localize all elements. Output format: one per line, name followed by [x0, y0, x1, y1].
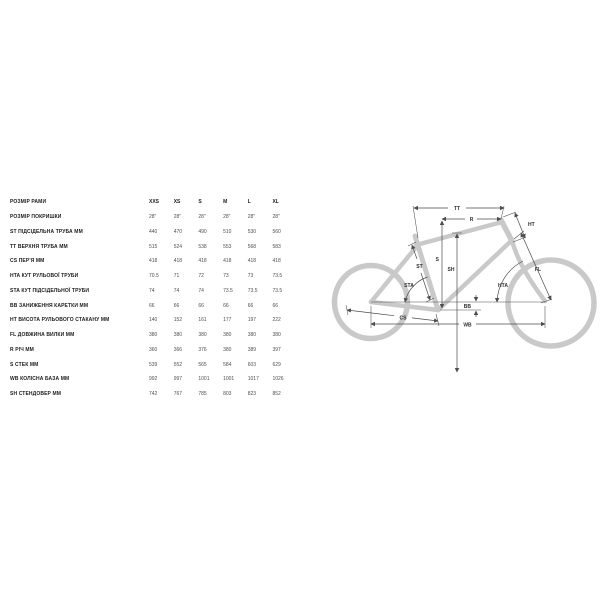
row-label: HTA КУТ РУЛЬОВОЇ ТРУБИ [10, 273, 79, 280]
bike-frame [371, 220, 545, 310]
value-cell: 161 [198, 317, 207, 324]
value-cell: 380 [173, 332, 183, 339]
value-cell: 515 [149, 243, 158, 250]
geometry-table [10, 195, 298, 402]
value-cell: 66 [173, 302, 180, 309]
sh-label: SH [447, 267, 455, 273]
s-label: S [435, 257, 439, 263]
value-cell: 418 [272, 258, 281, 265]
value-cell: 418 [173, 258, 183, 265]
value-cell: 992 [149, 376, 158, 383]
dimension-lines [346, 206, 552, 372]
value-cell: 376 [198, 346, 207, 353]
value-cell: 470 [173, 228, 183, 235]
value-cell: 73.5 [272, 273, 283, 280]
value-cell: 140 [149, 317, 158, 324]
value-cell: 380 [247, 332, 257, 339]
value-cell: 73.5 [247, 287, 258, 294]
value-cell: 785 [198, 391, 207, 398]
hta-label: HTA [498, 283, 508, 289]
table-row [10, 343, 298, 358]
table-row [10, 254, 298, 269]
row-label: HT ВИСОТА РУЛЬОВОГО СТАКАНУ ММ [10, 317, 110, 324]
head-tube [501, 220, 512, 241]
value-cell: 552 [173, 361, 183, 368]
row-label: S СТЕК ММ [10, 361, 39, 368]
value-cell: 560 [272, 228, 281, 235]
row-label: CS ПЕР'Я ММ [10, 258, 45, 265]
value-cell: 66 [247, 302, 254, 309]
value-cell: 584 [223, 361, 232, 368]
value-cell: 66 [223, 302, 229, 309]
value-cell: 524 [173, 243, 183, 250]
size-column-header: XS [173, 199, 181, 206]
value-cell: 66 [149, 302, 155, 309]
value-cell: 539 [149, 361, 158, 368]
table-row [10, 225, 298, 240]
top-tube [416, 222, 502, 245]
down-tube [435, 242, 510, 310]
value-cell: 380 [198, 332, 207, 339]
table-row [10, 372, 298, 387]
value-cell: 360 [149, 346, 158, 353]
table-row [10, 328, 298, 343]
table-row [10, 387, 298, 402]
table-header-row [10, 195, 298, 210]
value-cell: 152 [173, 317, 183, 324]
value-cell: 997 [173, 376, 183, 383]
value-cell: 553 [223, 243, 232, 250]
fl-label: FL [534, 267, 541, 273]
value-cell: 197 [247, 317, 257, 324]
value-cell: 397 [272, 346, 281, 353]
cs-label: CS [399, 315, 407, 322]
wb-label: WB [463, 322, 472, 329]
value-cell: 28" [272, 214, 280, 221]
value-cell: 73.5 [223, 287, 233, 294]
value-cell: 366 [173, 346, 183, 353]
size-column-header: XL [272, 199, 279, 206]
size-column-header: M [223, 199, 228, 206]
value-cell: 71 [173, 273, 180, 280]
table-row [10, 313, 298, 328]
row-label: SH СТЕНДОВЕР ММ [10, 391, 62, 398]
value-cell: 73.5 [272, 287, 283, 294]
value-cell: 28" [149, 214, 157, 221]
value-cell: 1026 [272, 376, 284, 383]
value-cell: 28" [173, 214, 182, 221]
value-cell: 380 [223, 332, 232, 339]
value-cell: 490 [198, 228, 207, 235]
value-cell: 418 [223, 258, 232, 265]
value-cell: 222 [272, 317, 281, 324]
row-label: FL ДОВЖИНА ВИЛКИ ММ [10, 332, 75, 339]
value-cell: 1001 [198, 376, 210, 383]
tt-label: TT [453, 206, 461, 212]
row-label: STA КУТ ПІДСІДЕЛЬНОЇ ТРУБИ [10, 287, 90, 294]
value-cell: 177 [223, 317, 232, 324]
r-label: R [469, 217, 474, 223]
value-cell: 380 [223, 346, 232, 353]
size-column-header: XXS [149, 199, 160, 206]
value-cell: 629 [272, 361, 281, 368]
table-row [10, 239, 298, 254]
bb-label: BB [463, 304, 471, 310]
value-cell: 74 [173, 287, 180, 294]
value-cell: 418 [198, 258, 207, 265]
value-cell: 603 [247, 361, 257, 368]
value-cell: 380 [149, 332, 158, 339]
row-label: ST ПІДСІДЕЛЬНА ТРУБА ММ [10, 228, 83, 235]
value-cell: 66 [198, 302, 204, 309]
value-cell: 418 [149, 258, 158, 265]
value-cell: 565 [198, 361, 207, 368]
value-cell: 742 [149, 391, 158, 398]
value-cell: 852 [272, 391, 281, 398]
row-label: R РІЧ ММ [10, 346, 34, 353]
value-cell: 568 [247, 243, 257, 250]
st-label: ST [416, 264, 423, 270]
value-cell: 1001 [223, 376, 235, 383]
bike-geometry-diagram [330, 185, 600, 380]
row-label: BB ЗАНИЖЕННЯ КАРЕТКИ ММ [10, 302, 89, 309]
table-row [10, 210, 298, 225]
value-cell: 440 [149, 228, 158, 235]
row-label: РОЗМІР ПОКРИШКИ [10, 214, 62, 221]
seat-stay [371, 246, 417, 302]
value-cell: 418 [247, 258, 257, 265]
value-cell: 74 [149, 287, 155, 294]
value-cell: 1017 [247, 376, 259, 383]
row-label: TT ВЕРХНЯ ТРУБА ММ [10, 243, 68, 250]
value-cell: 70.5 [149, 273, 159, 280]
value-cell: 28" [198, 214, 206, 221]
ht-label: HT [528, 222, 535, 228]
value-cell: 28" [247, 214, 256, 221]
table-row [10, 269, 298, 284]
value-cell: 510 [223, 228, 232, 235]
size-column-header: L [247, 199, 251, 206]
value-cell: 389 [247, 346, 257, 353]
table-row [10, 284, 298, 299]
value-cell: 380 [272, 332, 281, 339]
row-label: РОЗМІР РАМИ [10, 199, 47, 206]
value-cell: 803 [223, 391, 232, 398]
sta-label: STA [404, 283, 414, 289]
row-label: WB КОЛІСНА БАЗА ММ [10, 376, 70, 383]
value-cell: 74 [198, 287, 204, 294]
value-cell: 72 [198, 273, 204, 280]
front-wheel-icon [508, 260, 594, 346]
value-cell: 767 [173, 391, 183, 398]
value-cell: 28" [223, 214, 231, 221]
value-cell: 530 [247, 228, 257, 235]
value-cell: 583 [272, 243, 281, 250]
value-cell: 823 [247, 391, 257, 398]
value-cell: 73 [223, 273, 229, 280]
table-row [10, 298, 298, 313]
value-cell: 66 [272, 302, 278, 309]
table-row [10, 357, 298, 372]
size-column-header: S [198, 199, 202, 206]
value-cell: 538 [198, 243, 207, 250]
value-cell: 73 [247, 273, 254, 280]
